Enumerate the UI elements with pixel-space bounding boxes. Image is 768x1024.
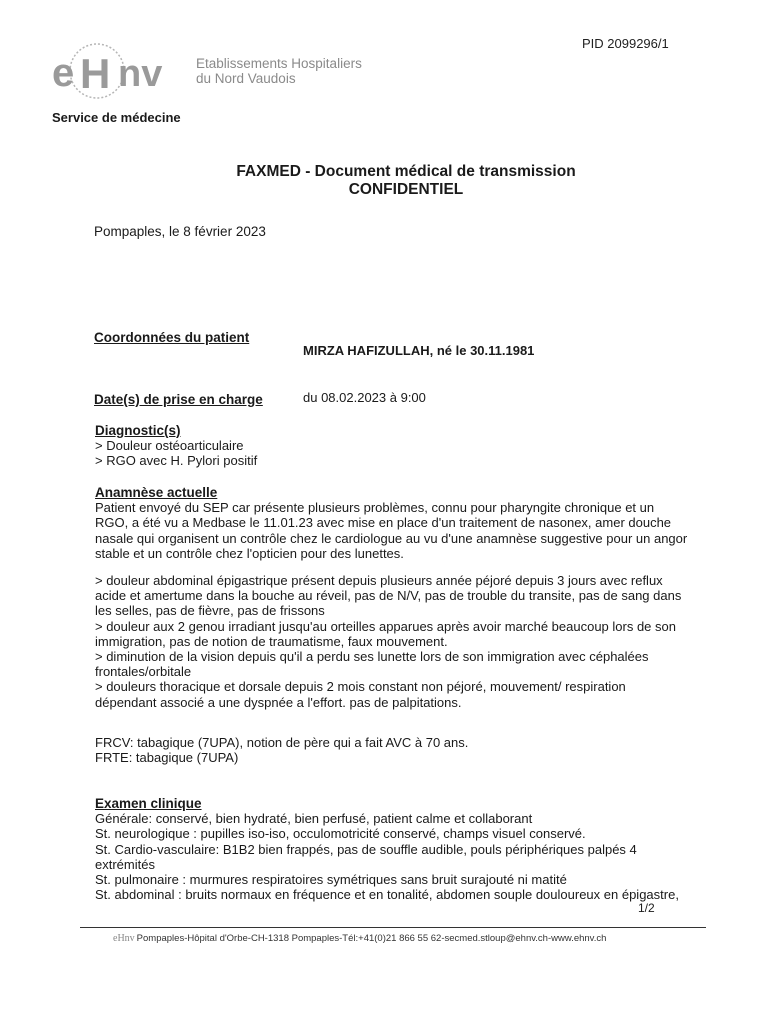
patient-id: PID 2099296/1 [582,36,669,51]
examen-line: St. neurologique : pupilles iso-iso, occulomotricité conservé, champs visuel conservé. [95,826,586,842]
anamnese-line: RGO, a été vu a Medbase le 11.01.23 avec mise en place d'un traitement de nasonex, amer douche [95,515,672,531]
anamnese-points [95,573,735,710]
ehnv-logo [50,38,190,100]
anamnese-point-line: > douleurs thoracique et dorsale depuis 2 mois constant non péjoré, mouvement/ respiration [95,679,626,695]
care-dates-value: du 08.02.2023 à 9:00 [303,390,426,405]
anamnese-point-line: acide et amertume dans la bouche au réveil, pas de N/V, pas de trouble du transite, pas de sang dans [95,588,682,604]
page-number: 1/2 [638,901,655,915]
examen-line: St. Cardio-vasculaire: B1B2 bien frappés, pas de souffle audible, pouls périphériques palpés 4 [95,841,637,857]
footer-address: Pompaples-Hôpital d'Orbe-CH-1318 Pompaples-Tél:+41(0)21 866 55 62-secmed.stloup@ehnv.ch-www.ehnv.ch [136,933,607,944]
confidential-label: CONFIDENTIEL [348,181,464,198]
diagnostic-item: > RGO avec H. Pylori positif [95,453,258,469]
document-title: FAXMED - Document médical de transmission [236,163,576,180]
patient-label: Coordonnées du patient [94,330,250,345]
anamnese-line: nasale qui organisent un contrôle chez le cardiologue au vu d'une anamnèse suggestive pour un angor [95,530,688,546]
anamnese-point-line: > douleur aux 2 genou irradiant jusqu'au orteilles apparues après avoir marché beaucoup lors de son [95,618,676,634]
examen-line: Générale: conservé, bien hydraté, bien perfusé, patient calme et collaborant [95,811,533,827]
service-name: Service de médecine [52,110,181,125]
frte-line: FRTE: tabagique (7UPA) [95,750,239,766]
footer-logo: eHnv [113,933,135,944]
anamnese-point-line: > douleur abdominal épigastrique présent depuis plusieurs année péjoré depuis 3 jours avec reflux [95,573,663,588]
care-dates-label: Date(s) de prise en charge [94,392,263,407]
anamnese-point-line: > diminution de la vision depuis qu'il a perdu ses lunette lors de son immigration avec céphalées [95,649,649,665]
footer [113,933,606,944]
anamnese-point-line: les selles, pas de fièvre, pas de frissons [95,603,325,619]
svg-text:e: e [52,51,75,95]
patient-name: MIRZA HAFIZULLAH, né le 30.11.1981 [303,343,535,358]
examen-heading: Examen clinique [95,796,202,811]
institution-name [196,56,362,86]
risk-factors [95,735,735,765]
svg-text:nv: nv [118,53,163,95]
anamnese-line: Patient envoyé du SEP car présente plusieurs problèmes, connu pour pharyngite chronique et un [95,500,655,516]
institution-line-1: Etablissements Hospitaliers [196,56,362,71]
anamnese-section [95,485,735,561]
anamnese-heading: Anamnèse actuelle [95,485,218,500]
anamnese-line: stable et un contrôle chez l'opticien pour des lunettes. [95,545,404,561]
footer-divider [80,927,706,928]
diagnostic-item: > Douleur ostéoarticulaire [95,438,244,454]
frcv-line: FRCV: tabagique (7UPA), notion de père qui a fait AVC à 70 ans. [95,735,469,750]
institution-line-2: du Nord Vaudois [196,71,296,86]
diagnostics-heading: Diagnostic(s) [95,423,181,438]
examen-line: St. pulmonaire : murmures respiratoires symétriques sans bruit surajouté ni matité [95,872,567,888]
anamnese-point-line: frontales/orbitale [95,664,192,680]
anamnese-point-line: dépendant associé a une dyspnée a l'effort. pas de palpitations. [95,694,462,710]
svg-text:H: H [80,50,111,97]
diagnostics-section [95,423,735,469]
examen-section [95,796,735,902]
examen-line: extrémités [95,856,155,872]
anamnese-point-line: immigration, pas de notion de traumatisme, faux mouvement. [95,633,448,649]
examen-line: St. abdominal : bruits normaux en fréquence et en tonalité, abdomen souple douloureux en épigastre, [95,887,679,903]
place-date: Pompaples, le 8 février 2023 [94,224,266,239]
